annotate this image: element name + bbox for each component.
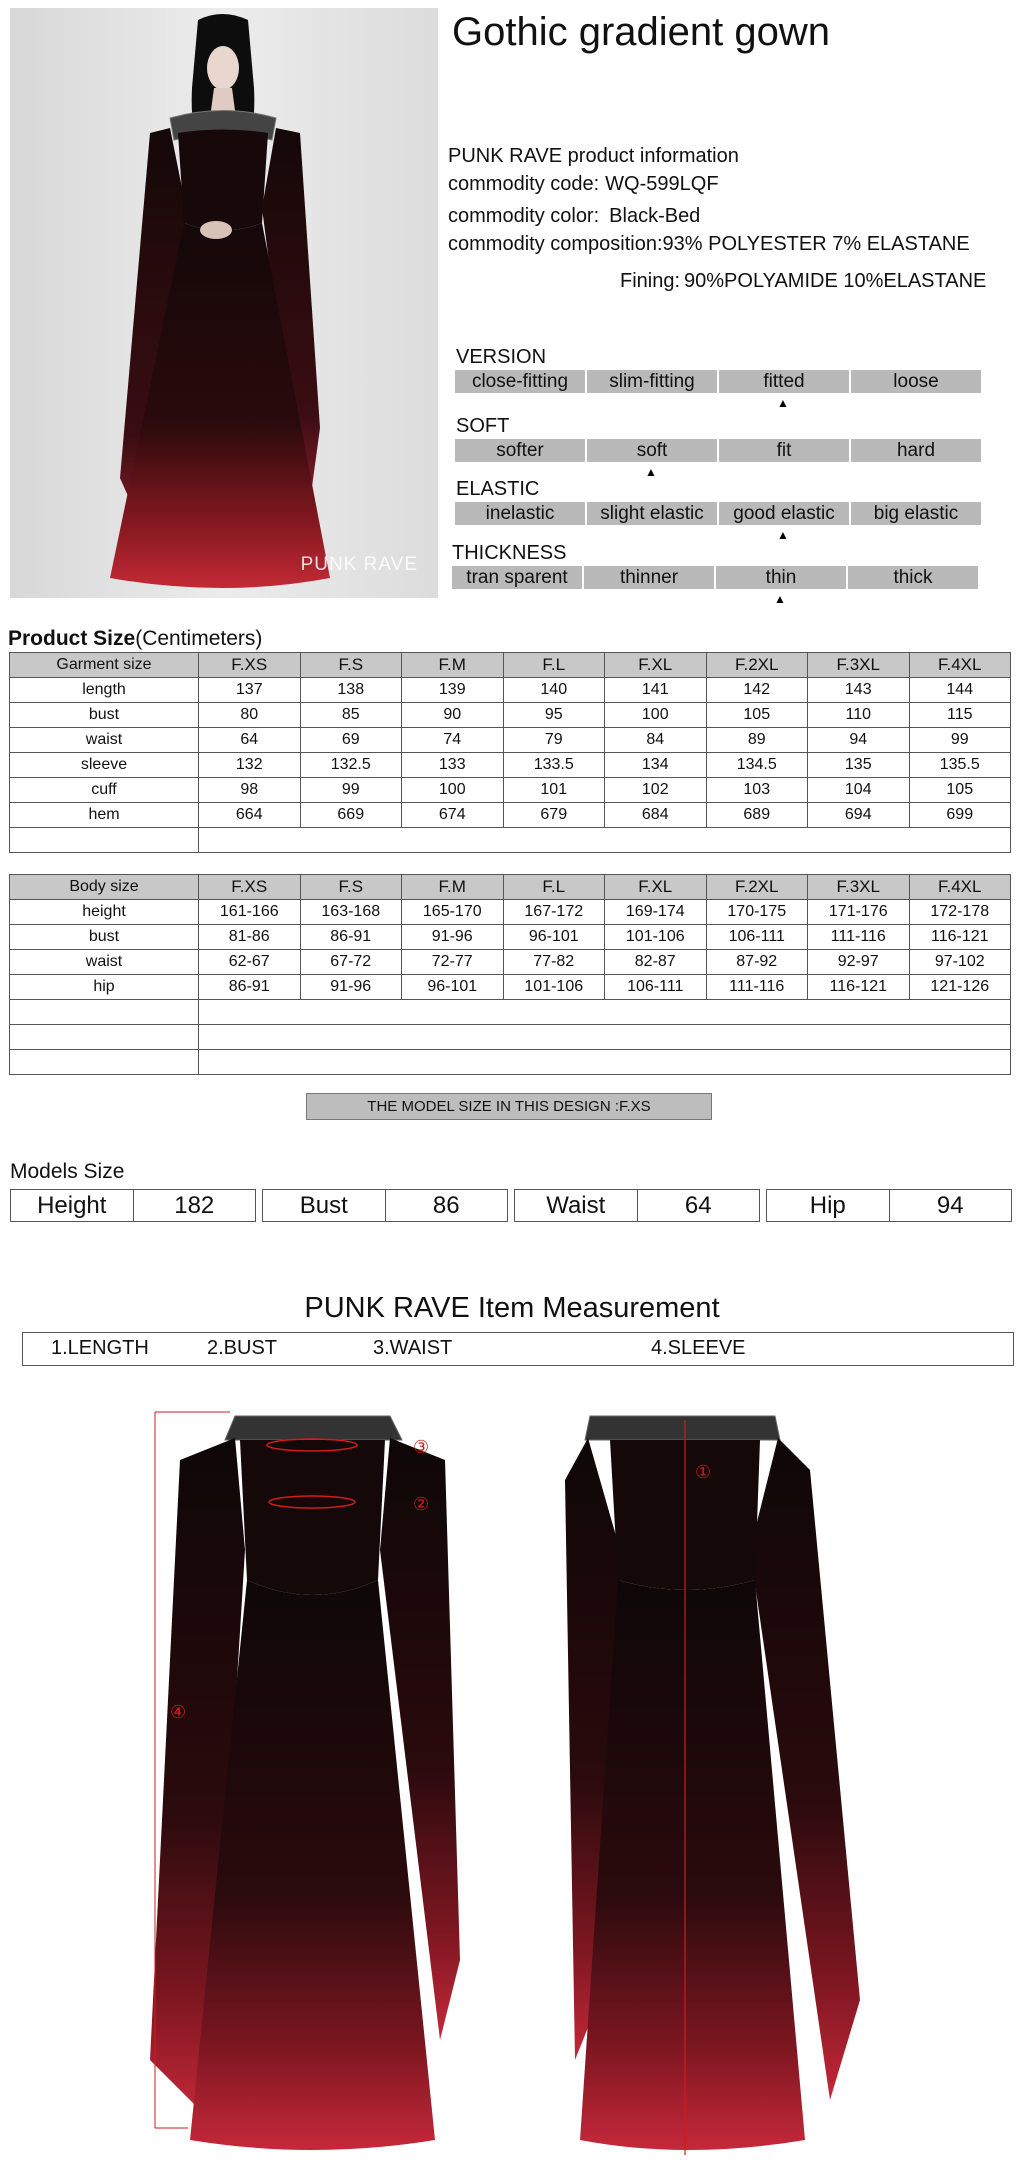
model-photo xyxy=(10,8,438,598)
product_size-cell: 104 xyxy=(808,778,910,803)
product_size-cell: 689 xyxy=(706,803,808,828)
model-measure-label: Waist xyxy=(546,1192,606,1219)
body_size-row xyxy=(10,900,1011,925)
product_size-cell: 133 xyxy=(402,753,504,778)
attr-option-version-2: fitted xyxy=(719,370,849,393)
product_size-cell: 110 xyxy=(808,703,910,728)
product_size-row-label: hem xyxy=(10,803,199,828)
selected-marker-icon: ▲ xyxy=(777,396,789,410)
attr-option-thickness-2: thin xyxy=(716,566,846,589)
product_size-row-label: waist xyxy=(10,728,199,753)
marker-3: ③ xyxy=(413,1437,430,1457)
commodity-composition-row xyxy=(448,233,970,256)
body_size-cell: 111-116 xyxy=(808,925,910,950)
product_size-row xyxy=(10,728,1011,753)
body_size-cell: 91-96 xyxy=(402,925,504,950)
body_size-cell: 111-116 xyxy=(706,975,808,1000)
front-bodice xyxy=(240,1440,385,1595)
product_size-cell: 99 xyxy=(300,778,402,803)
body_size-cell: 161-166 xyxy=(199,900,301,925)
body_size-row-label: hip xyxy=(10,975,199,1000)
body_size-cell: 171-176 xyxy=(808,900,910,925)
product_size-size-header: F.L xyxy=(503,653,605,678)
body_size-blank-row xyxy=(10,1050,1011,1075)
product_size-cell: 139 xyxy=(402,678,504,703)
body_size-cell: 101-106 xyxy=(503,975,605,1000)
product_size-cell: 132.5 xyxy=(300,753,402,778)
attr-option-soft-1: soft xyxy=(587,439,717,462)
product_size-blank-row xyxy=(10,828,1011,853)
body_size-cell: 121-126 xyxy=(909,975,1011,1000)
body_size-cell: 169-174 xyxy=(605,900,707,925)
code-label: commodity code: xyxy=(448,173,600,195)
attr-option-thickness-1: thinner xyxy=(584,566,714,589)
product_size-row xyxy=(10,803,1011,828)
body_size-row-label: waist xyxy=(10,950,199,975)
body_size-cell: 96-101 xyxy=(503,925,605,950)
product_size-cell: 141 xyxy=(605,678,707,703)
attr-option-elastic-3: big elastic xyxy=(851,502,981,525)
product_size-cell: 144 xyxy=(909,678,1011,703)
body_size-cell: 62-67 xyxy=(199,950,301,975)
body_size-header-label: Body size xyxy=(10,875,199,900)
marker-1: ① xyxy=(695,1462,712,1482)
body_size-size-header: F.4XL xyxy=(909,875,1011,900)
product_size-row-label: cuff xyxy=(10,778,199,803)
body_size-cell: 116-121 xyxy=(808,975,910,1000)
body_size-size-header: F.3XL xyxy=(808,875,910,900)
body_size-size-header: F.XS xyxy=(199,875,301,900)
product_size-cell: 99 xyxy=(909,728,1011,753)
product_size-cell: 674 xyxy=(402,803,504,828)
product_size-cell: 89 xyxy=(706,728,808,753)
model-measure-label: Bust xyxy=(299,1192,348,1219)
product-size-title xyxy=(8,627,262,651)
product_size-row-label: bust xyxy=(10,703,199,728)
back-lace-collar xyxy=(585,1416,780,1440)
legend-sleeve: 4.SLEEVE xyxy=(651,1337,746,1359)
product_size-row xyxy=(10,678,1011,703)
selected-marker-icon: ▲ xyxy=(774,592,786,606)
body_size-cell: 97-102 xyxy=(909,950,1011,975)
product_size-size-header: F.M xyxy=(402,653,504,678)
attr-option-elastic-2: good elastic xyxy=(719,502,849,525)
product_size-cell: 135 xyxy=(808,753,910,778)
body_size-size-header: F.XL xyxy=(605,875,707,900)
product_size-cell: 664 xyxy=(199,803,301,828)
product_size-cell: 94 xyxy=(808,728,910,753)
model-measure-height xyxy=(10,1189,256,1222)
attr-option-version-3: loose xyxy=(851,370,981,393)
attr-label-elastic: ELASTIC xyxy=(456,478,540,500)
product_size-cell: 669 xyxy=(300,803,402,828)
model-measure-value: 64 xyxy=(637,1190,760,1221)
model-measure-hip xyxy=(766,1189,1012,1222)
body_size-cell: 77-82 xyxy=(503,950,605,975)
garment-size-table xyxy=(9,652,1011,853)
product_size-cell: 137 xyxy=(199,678,301,703)
body_size-cell: 87-92 xyxy=(706,950,808,975)
product_size-cell: 135.5 xyxy=(909,753,1011,778)
body_size-cell: 170-175 xyxy=(706,900,808,925)
product_size-cell: 84 xyxy=(605,728,707,753)
lining-label: Fining: xyxy=(620,270,681,292)
attr-option-elastic-0: inelastic xyxy=(455,502,585,525)
product_size-cell: 79 xyxy=(503,728,605,753)
product_size-size-header: F.XL xyxy=(605,653,707,678)
info-heading: PUNK RAVE product information xyxy=(448,145,739,167)
legend-bust: 2.BUST xyxy=(207,1337,278,1359)
product_size-cell: 142 xyxy=(706,678,808,703)
product_size-cell: 115 xyxy=(909,703,1011,728)
body_size-cell: 67-72 xyxy=(300,950,402,975)
body_size-cell: 81-86 xyxy=(199,925,301,950)
body_size-cell: 165-170 xyxy=(402,900,504,925)
attr-option-soft-3: hard xyxy=(851,439,981,462)
attr-label-thickness: THICKNESS xyxy=(452,542,567,564)
product_size-cell: 90 xyxy=(402,703,504,728)
product_size-cell: 80 xyxy=(199,703,301,728)
attr-option-soft-2: fit xyxy=(719,439,849,462)
product_size-cell: 85 xyxy=(300,703,402,728)
product_size-cell: 69 xyxy=(300,728,402,753)
product_size-cell: 105 xyxy=(909,778,1011,803)
model-measure-label: Hip xyxy=(809,1192,846,1219)
model-measure-value: 94 xyxy=(889,1190,1012,1221)
marker-2: ② xyxy=(413,1494,430,1514)
brand-watermark: PUNK RAVE xyxy=(300,554,418,575)
model-measure-bust xyxy=(262,1189,508,1222)
attr-option-thickness-3: thick xyxy=(848,566,978,589)
models-size-title: Models Size xyxy=(10,1160,125,1183)
product_size-cell: 95 xyxy=(503,703,605,728)
body_size-row xyxy=(10,925,1011,950)
product_size-size-header: F.XS xyxy=(199,653,301,678)
product_size-cell: 133.5 xyxy=(503,753,605,778)
product_size-row-label: sleeve xyxy=(10,753,199,778)
product_size-row-label: length xyxy=(10,678,199,703)
measurement-title: PUNK RAVE Item Measurement xyxy=(304,1292,720,1324)
body_size-row xyxy=(10,975,1011,1000)
attr-option-version-0: close-fitting xyxy=(455,370,585,393)
lining-row xyxy=(620,270,986,293)
product_size-size-header: F.4XL xyxy=(909,653,1011,678)
model-measure-waist xyxy=(514,1189,760,1222)
product_size-size-header: F.2XL xyxy=(706,653,808,678)
dress-back-diagram xyxy=(560,1400,870,2160)
product_size-cell: 143 xyxy=(808,678,910,703)
body_size-blank-row xyxy=(10,1025,1011,1050)
product_size-cell: 103 xyxy=(706,778,808,803)
body_size-cell: 172-178 xyxy=(909,900,1011,925)
body_size-cell: 91-96 xyxy=(300,975,402,1000)
selected-marker-icon: ▲ xyxy=(645,465,657,479)
body_size-size-header: F.M xyxy=(402,875,504,900)
measurement-legend xyxy=(22,1332,1014,1366)
body_size-cell: 106-111 xyxy=(605,975,707,1000)
body_size-cell: 82-87 xyxy=(605,950,707,975)
body_size-size-header: F.L xyxy=(503,875,605,900)
selected-marker-icon: ▲ xyxy=(777,528,789,542)
body_size-cell: 163-168 xyxy=(300,900,402,925)
product_size-cell: 134.5 xyxy=(706,753,808,778)
body_size-cell: 96-101 xyxy=(402,975,504,1000)
body_size-cell: 92-97 xyxy=(808,950,910,975)
body_size-cell: 116-121 xyxy=(909,925,1011,950)
composition-label: commodity composition: xyxy=(448,233,663,255)
product_size-row xyxy=(10,753,1011,778)
product_size-cell: 102 xyxy=(605,778,707,803)
product_size-cell: 134 xyxy=(605,753,707,778)
attr-label-soft: SOFT xyxy=(456,415,510,437)
body_size-row-label: height xyxy=(10,900,199,925)
marker-4: ④ xyxy=(170,1702,187,1722)
body-size-table xyxy=(9,874,1011,1075)
model-measure-value: 86 xyxy=(385,1190,508,1221)
product_size-cell: 699 xyxy=(909,803,1011,828)
product_size-cell: 100 xyxy=(605,703,707,728)
body_size-cell: 86-91 xyxy=(199,975,301,1000)
commodity-code-row xyxy=(448,173,719,196)
legend-waist: 3.WAIST xyxy=(373,1337,453,1359)
sleeve-measure-line xyxy=(150,1410,250,2130)
product-size-heading: Product Size xyxy=(8,627,136,650)
body_size-size-header: F.S xyxy=(300,875,402,900)
model-measure-label: Height xyxy=(37,1192,107,1219)
product_size-cell: 64 xyxy=(199,728,301,753)
body_size-row-label: bust xyxy=(10,925,199,950)
attr-option-version-1: slim-fitting xyxy=(587,370,717,393)
legend-length: 1.LENGTH xyxy=(51,1337,149,1359)
model-illustration xyxy=(10,8,438,598)
front-lace-collar xyxy=(225,1416,402,1440)
model-size-banner: THE MODEL SIZE IN THIS DESIGN :F.XS xyxy=(306,1093,712,1120)
product_size-cell: 101 xyxy=(503,778,605,803)
product-size-unit: (Centimeters) xyxy=(135,627,263,650)
model-measure-value: 182 xyxy=(133,1190,256,1221)
product_size-row xyxy=(10,703,1011,728)
body_size-cell: 167-172 xyxy=(503,900,605,925)
body_size-row xyxy=(10,950,1011,975)
code-value: WQ-599LQF xyxy=(605,173,719,195)
product_size-cell: 684 xyxy=(605,803,707,828)
body_size-cell: 72-77 xyxy=(402,950,504,975)
product_size-cell: 74 xyxy=(402,728,504,753)
body_size-size-header: F.2XL xyxy=(706,875,808,900)
product_size-cell: 98 xyxy=(199,778,301,803)
body_size-cell: 86-91 xyxy=(300,925,402,950)
product_size-cell: 694 xyxy=(808,803,910,828)
product_size-header-label: Garment size xyxy=(10,653,199,678)
body_size-cell: 106-111 xyxy=(706,925,808,950)
product_size-size-header: F.S xyxy=(300,653,402,678)
product_size-cell: 140 xyxy=(503,678,605,703)
attr-option-elastic-1: slight elastic xyxy=(587,502,717,525)
composition-value: 93% POLYESTER 7% ELASTANE xyxy=(662,233,970,255)
body_size-cell: 101-106 xyxy=(605,925,707,950)
attr-option-thickness-0: tran sparent xyxy=(452,566,582,589)
product_size-cell: 105 xyxy=(706,703,808,728)
body_size-blank-row xyxy=(10,1000,1011,1025)
product_size-cell: 100 xyxy=(402,778,504,803)
attr-option-soft-0: softer xyxy=(455,439,585,462)
product_size-size-header: F.3XL xyxy=(808,653,910,678)
product_size-cell: 132 xyxy=(199,753,301,778)
lining-value: 90%POLYAMIDE 10%ELASTANE xyxy=(684,270,987,292)
color-label: commodity color: xyxy=(448,205,600,227)
product_size-cell: 138 xyxy=(300,678,402,703)
product-title: Gothic gradient gown xyxy=(452,10,831,54)
product_size-cell: 679 xyxy=(503,803,605,828)
attr-label-version: VERSION xyxy=(456,346,547,368)
commodity-color-row xyxy=(448,205,700,228)
color-value: Black-Bed xyxy=(609,205,701,227)
product_size-row xyxy=(10,778,1011,803)
